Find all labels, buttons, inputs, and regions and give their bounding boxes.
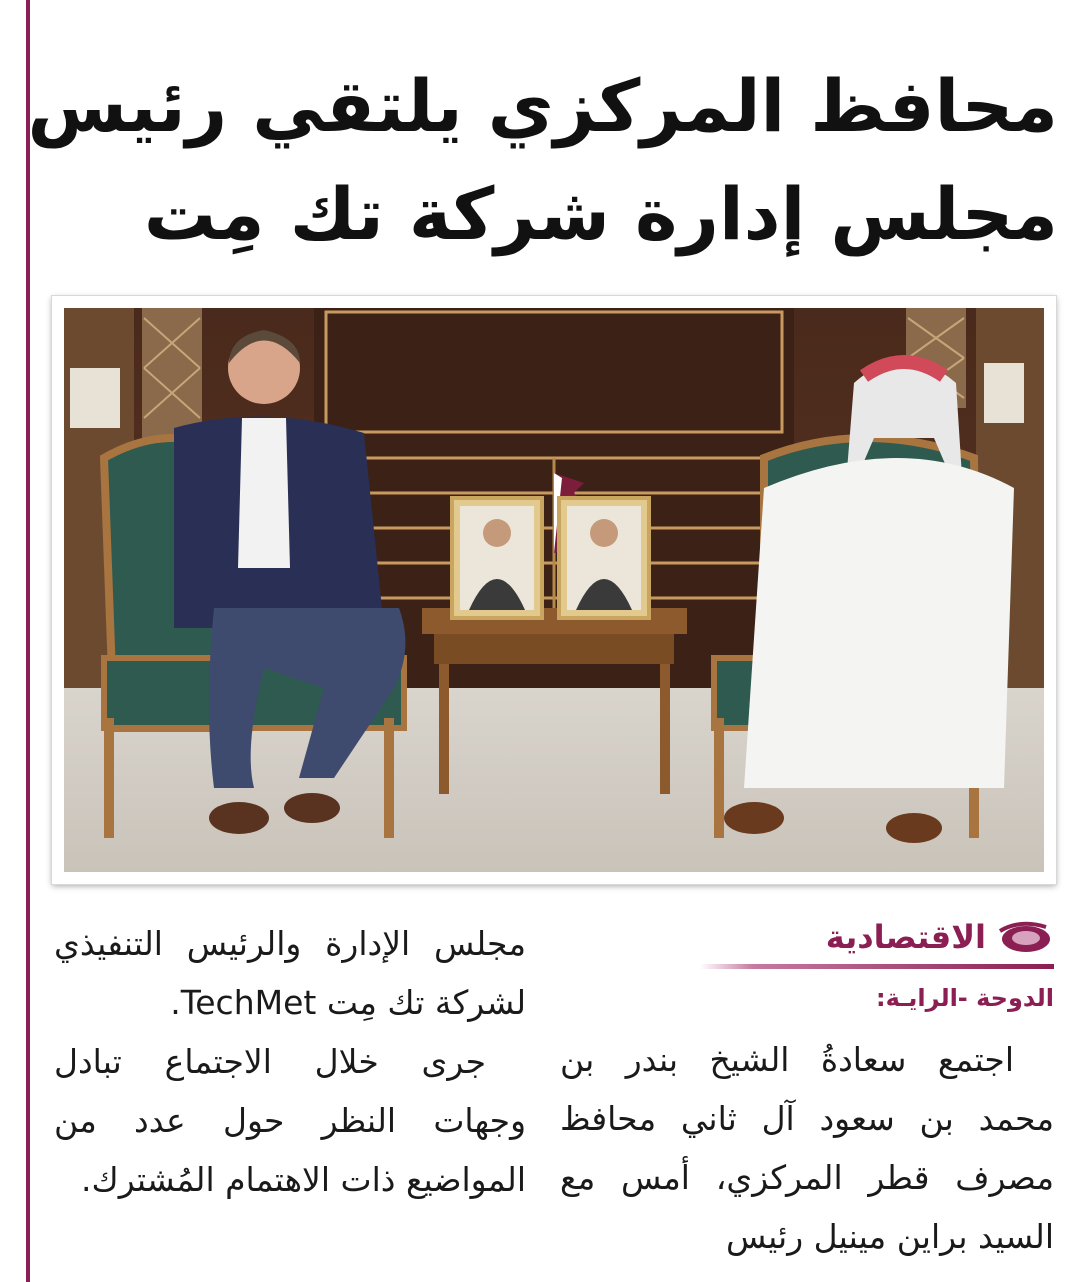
- section-label: [826, 918, 1054, 956]
- article-paragraph-2: جرى خلال الاجتماع تبادل وجهات النظر حول عدد من المواضيع ذات الاهتمام المُشترك.: [54, 1042, 526, 1199]
- coin-swoosh-icon: [996, 919, 1054, 955]
- section-divider: [700, 964, 1054, 969]
- article-column-right: [560, 1030, 1054, 1266]
- dateline: الدوحة -الرايـة:: [876, 984, 1054, 1012]
- section-label-text: الاقتصادية: [825, 918, 986, 956]
- news-photo: [52, 296, 1056, 884]
- article-text-right: اجتمع سعادةُ الشيخ بندر بن محمد بن سعود آل ثاني محافظ مصرف قطر المركزي، أمس مع السيد براين مينيل رئيس: [560, 1040, 1054, 1256]
- page-margin-rule: [26, 0, 30, 1282]
- article-column-left: [54, 914, 526, 1209]
- meeting-photo-illustration: [64, 308, 1044, 872]
- article-paragraph-1: مجلس الإدارة والرئيس التنفيذي لشركة تك مِت TechMet.: [54, 924, 526, 1022]
- headline-line-1: محافظ المركزي يلتقي رئيس: [27, 64, 1058, 148]
- headline: [27, 52, 1058, 268]
- headline-line-2: مجلس إدارة شركة تك مِت: [143, 172, 1058, 256]
